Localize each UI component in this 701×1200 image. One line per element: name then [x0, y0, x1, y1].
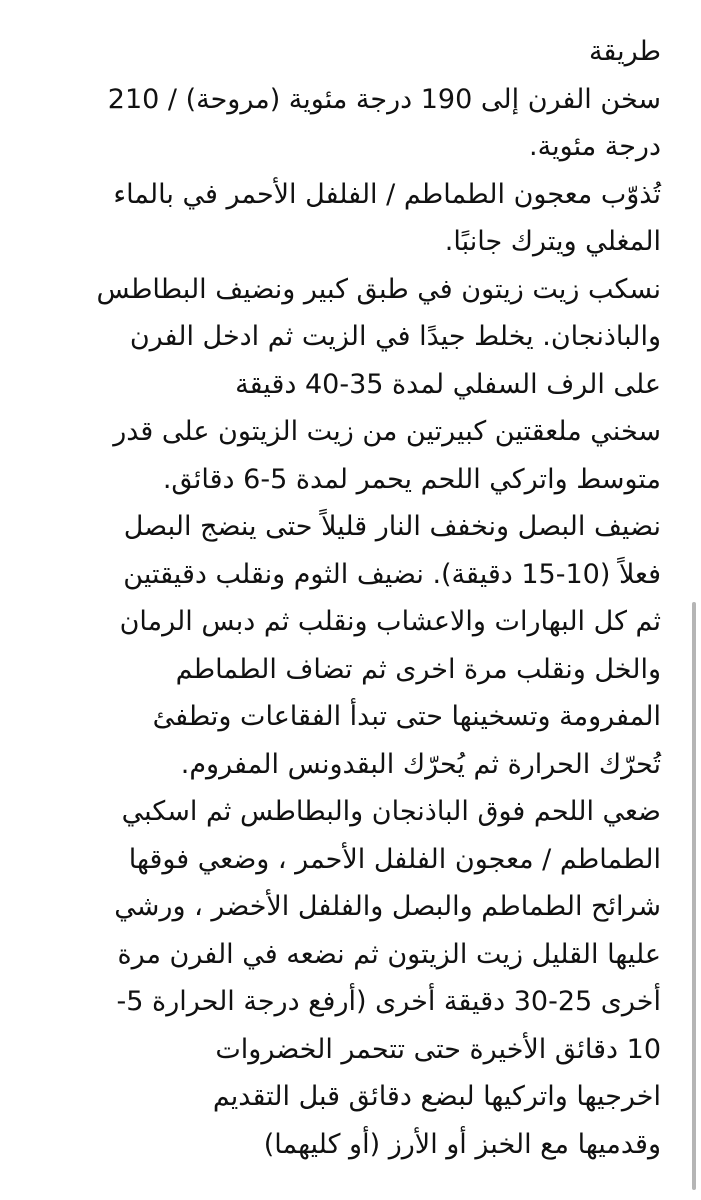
note-line: أخرى 25-30 دقيقة أخرى (أرفع درجة الحرارة 5- [116, 986, 661, 1017]
note-line: وقدميها مع الخبز أو الأرز (أو كليهما) [263, 1128, 661, 1160]
note-line: فعلاً (10-15 دقيقة). نضيف الثوم ونقلب دقيقتين [123, 558, 661, 590]
note-line: اخرجيها واتركيها لبضع دقائق قبل التقديم [212, 1081, 661, 1112]
note-line: المفرومة وتسخينها حتى تبدأ الفقاعات وتطفئ [152, 701, 661, 732]
note-line: سخني ملعقتين كبيرتين من زيت الزيتون على قدر [113, 416, 661, 447]
note-line: شرائح الطماطم والبصل والفلفل الأخضر ، ورشي [114, 891, 661, 922]
note-line: عليها القليل زيت الزيتون ثم نضعه في الفرن مرة [117, 938, 661, 970]
note-line: ضعي اللحم فوق الباذنجان والبطاطس ثم اسكبي [121, 796, 661, 827]
note-line: متوسط واتركي اللحم يحمر لمدة 5-6 دقائق. [162, 463, 661, 495]
note-line: والباذنجان. يخلط جيدًا في الزيت ثم ادخل الفرن [129, 321, 661, 352]
note-line: 10 دقائق الأخيرة حتى تتحمر الخضروات [215, 1033, 661, 1065]
note-line: ثم كل البهارات والاعشاب ونقلب ثم دبس الرمان [119, 606, 661, 637]
note-line: الطماطم / معجون الفلفل الأحمر ، وضعي فوقها [128, 843, 661, 875]
note-line: على الرف السفلي لمدة 35-40 دقيقة [235, 368, 661, 400]
note-line: المغلي ويترك جانبًا. [444, 226, 661, 257]
note-line: نضيف البصل ونخفف النار قليلاً حتى ينضج البصل [123, 511, 661, 542]
note-line: نسكب زيت زيتون في طبق كبير ونضيف البطاطس [96, 273, 661, 305]
recipe-note [40, 28, 661, 1168]
note-line: درجة مئوية. [529, 131, 661, 162]
note-line: سخن الفرن إلى 190 درجة مئوية (مروحة) / 210 [107, 83, 661, 115]
note-line: تُحرّك الحرارة ثم يُحرّك البقدونس المفروم. [180, 748, 661, 780]
note-line: تُذوّب معجون الطماطم / الفلفل الأحمر في بالماء [113, 178, 661, 210]
note-heading: طريقة [588, 36, 661, 67]
note-line: والخل ونقلب مرة اخرى ثم تضاف الطماطم [175, 653, 661, 685]
vertical-scrollbar[interactable] [692, 602, 696, 1190]
